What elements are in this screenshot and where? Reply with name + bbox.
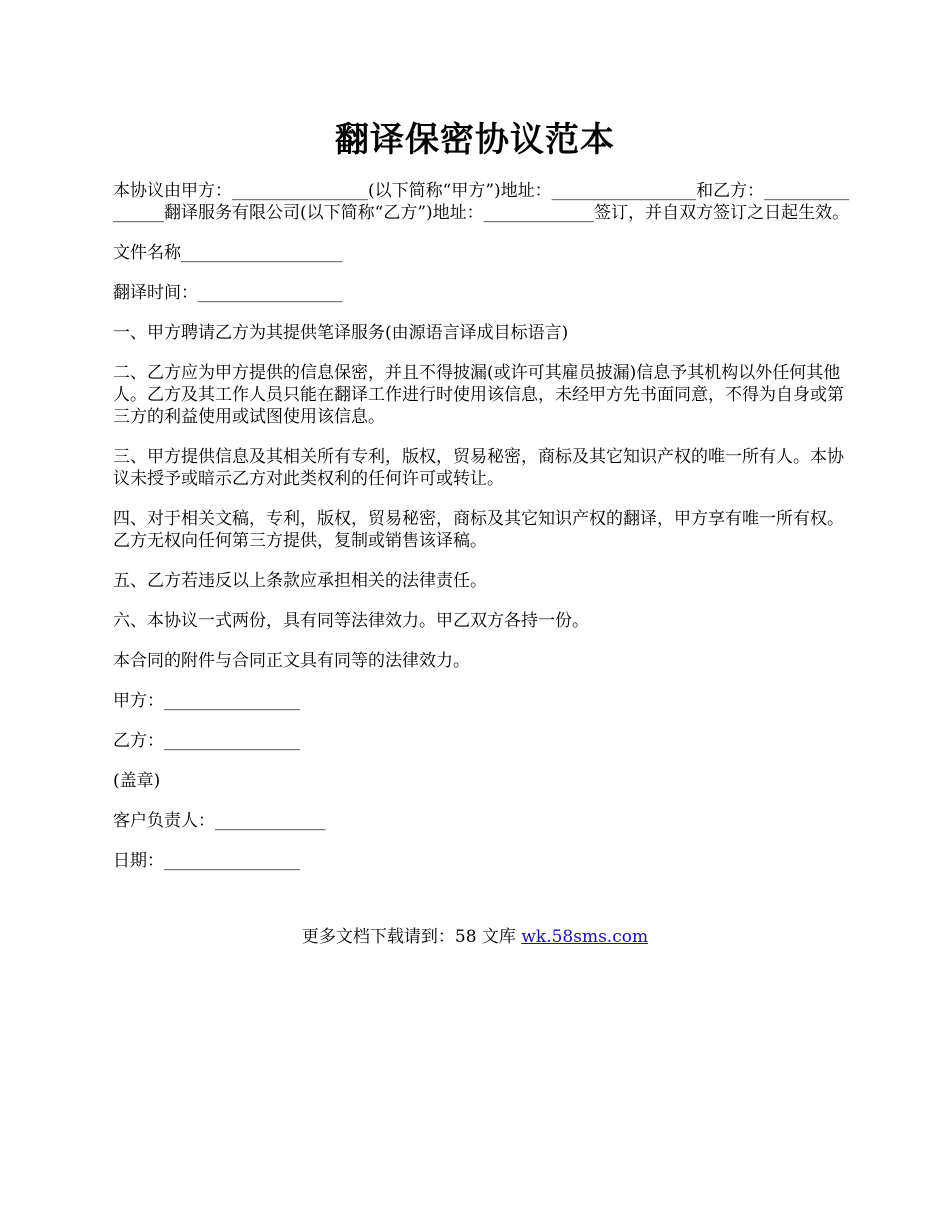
seal-label: (盖章) — [113, 771, 161, 791]
clause-6: 六、本协议一式两份，具有同等法律效力。甲乙双方各持一份。 — [113, 611, 589, 631]
attachment-clause: 本合同的附件与合同正文具有同等的法律效力。 — [113, 651, 470, 671]
clause-5: 五、乙方若违反以上条款应承担相关的法律责任。 — [113, 571, 487, 591]
file-name-line: 文件名称___________________ — [113, 243, 343, 263]
document-body — [113, 180, 853, 890]
clause-1: 一、甲方聘请乙方为其提供笔译服务(由源语言译成目标语言) — [113, 323, 569, 343]
clause-3: 三、甲方提供信息及其相关所有专利，版权，贸易秘密，商标及其它知识产权的唯一所有人。本协议未授予或暗示乙方对此类权利的任何许可或转让。 — [113, 447, 844, 489]
clause-4: 四、对于相关文稿，专利，版权，贸易秘密，商标及其它知识产权的翻译，甲方享有唯一所有权。乙方无权向任何第三方提供，复制或销售该译稿。 — [113, 509, 844, 551]
date-line: 日期：________________ — [113, 851, 300, 871]
client-manager-line: 客户负责人：_____________ — [113, 811, 326, 831]
footer-text: 更多文档下载请到：58 文库 — [301, 927, 522, 947]
document-title: 翻译保密协议范本 — [335, 120, 615, 160]
clause-2: 二、乙方应为甲方提供的信息保密，并且不得披漏(或许可其雇员披漏)信息予其机构以外任何其他人。乙方及其工作人员只能在翻译工作进行时使用该信息，未经甲方先书面同意，不得为自身或第三方的利益使用或试图使用该信息。 — [113, 363, 844, 427]
footer — [0, 926, 950, 948]
party-b-signature-line: 乙方：________________ — [113, 731, 300, 751]
party-a-signature-line: 甲方：________________ — [113, 691, 300, 711]
footer-link[interactable]: wk.58sms.com — [521, 927, 649, 947]
translation-time-line: 翻译时间：_________________ — [113, 283, 343, 303]
intro-paragraph: 本协议由甲方：________________(以下简称“甲方”)地址：_________________和乙方：________________翻译服务有限公司(以下简称“乙方”)地址：_____________签订，并自双方签订之日起生效。 — [113, 181, 850, 223]
